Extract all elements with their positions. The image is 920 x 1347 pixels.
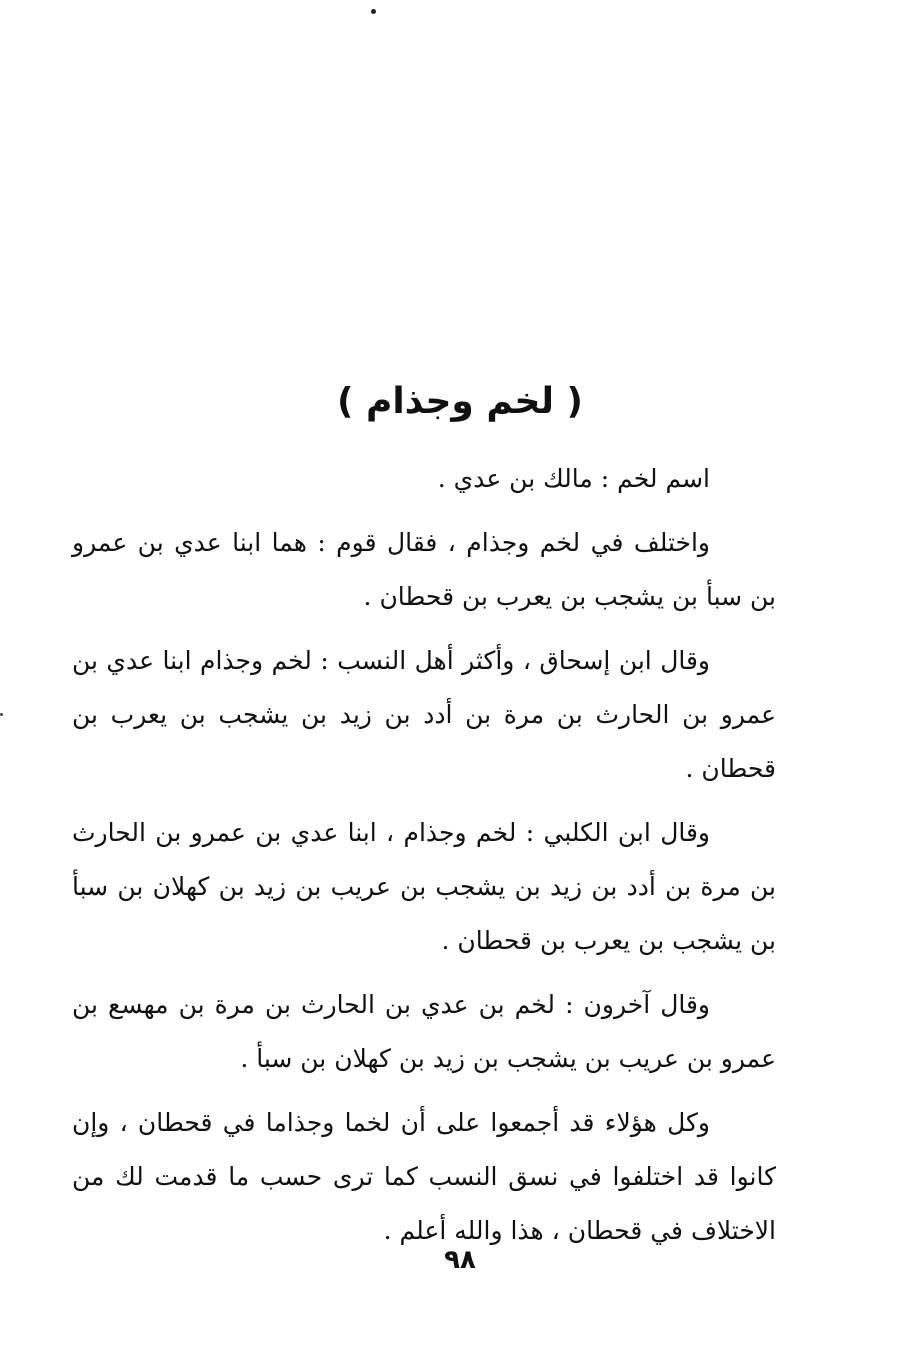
paragraph: اسم لخم : مالك بن عدي . <box>437 464 710 493</box>
paragraph: وقال آخرون : لخم بن عدي بن الحارث بن مرة بن مهسع بن عمرو بن عريب بن يشجب بن زيد بن كهلان بن سبأ . <box>72 990 776 1073</box>
ink-speck <box>0 713 3 716</box>
page-number: ٩٨ <box>444 1245 476 1275</box>
body-text <box>72 452 776 1268</box>
paragraph: وكل هؤلاء قد أجمعوا على أن لخما وجذاما في قحطان ، وإن كانوا قد اختلفوا في نسق النسب كما ترى حسب ما قدمت لك من الاختلاف في قحطان ، هذا والله أعلم . <box>72 1108 776 1245</box>
chapter-title: ( لخم وجذام ) <box>336 381 584 422</box>
paragraph: واختلف في لخم وجذام ، فقال قوم : هما ابنا عدي بن عمرو بن سبأ بن يشجب بن يعرب بن قحطان . <box>72 528 776 611</box>
ink-speck <box>371 9 376 14</box>
paragraph: وقال ابن الكلبي : لخم وجذام ، ابنا عدي بن عمرو بن الحارث بن مرة بن أدد بن زيد بن يشجب بن عريب بن زيد بن كهلان بن سبأ بن يشجب بن يعرب بن قحطان . <box>72 818 776 955</box>
paragraph: وقال ابن إسحاق ، وأكثر أهل النسب : لخم وجذام ابنا عدي بن عمرو بن الحارث بن مرة بن أدد بن زيد بن يشجب بن يعرب بن قحطان . <box>72 646 776 783</box>
